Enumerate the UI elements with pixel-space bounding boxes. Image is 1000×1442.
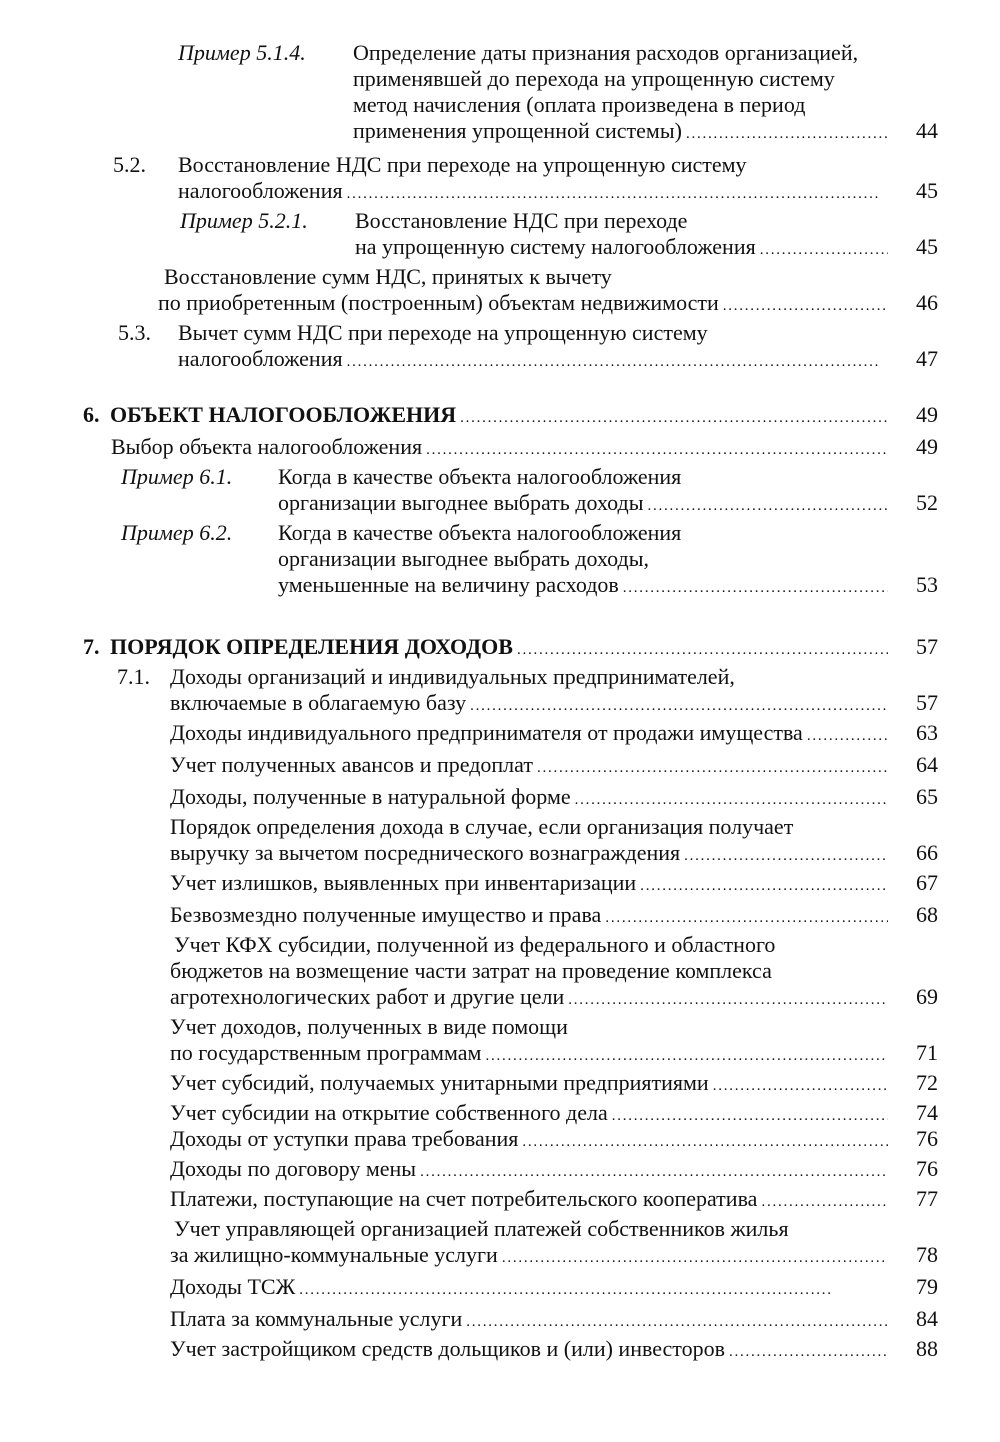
- entry-text: Учет застройщиком средств дольщиков и (или) инвесторов: [170, 1336, 726, 1361]
- toc-entry-object-choice: [111, 434, 938, 460]
- toc-entry-7-1: [117, 664, 938, 716]
- entry-text: Учет полученных авансов и предоплат: [170, 752, 533, 777]
- toc-entry-barter: [170, 1156, 938, 1182]
- dot-leader: [612, 1100, 888, 1129]
- dot-leader: [420, 1156, 888, 1185]
- entry-text: Выбор объекта налогообложения: [111, 434, 423, 459]
- toc-entry-kfh-subsidy: [170, 932, 938, 1010]
- page-number: 79: [916, 1274, 938, 1299]
- entry-text: Когда в качестве объекта налогообложения: [278, 464, 682, 489]
- page-number: 47: [916, 346, 938, 371]
- chapter-number: 7.: [83, 634, 100, 659]
- toc-entry-cooperative-payments: [170, 1186, 938, 1212]
- entry-text: Восстановление сумм НДС, принятых к вычету: [164, 264, 612, 289]
- entry-text: Доходы ТСЖ: [170, 1274, 296, 1299]
- entry-text: Доходы по договору мены: [170, 1156, 417, 1181]
- page-number: 76: [916, 1156, 938, 1181]
- entry-text: Доходы индивидуального предпринимателя от продажи имущества: [170, 720, 803, 745]
- dot-leader: [347, 178, 888, 207]
- toc-entry-state-programs: [170, 1014, 938, 1066]
- entry-text: Платежи, поступающие на счет потребительского кооператива: [170, 1186, 758, 1211]
- entry-text: Вычет сумм НДС при переходе на упрощенную систему: [178, 320, 708, 345]
- dot-leader: [623, 572, 888, 601]
- toc-entry-gratuitous-property: [170, 902, 938, 928]
- entry-text: по государственным программам: [170, 1040, 482, 1065]
- page-number: 71: [916, 1040, 938, 1065]
- entry-text: бюджетов на возмещение части затрат на проведение комплекса: [170, 958, 772, 983]
- dot-leader: [760, 234, 888, 263]
- dot-leader: [537, 752, 888, 781]
- page-number: 63: [916, 720, 938, 745]
- toc-entry-ip-property-sale: [170, 720, 938, 746]
- toc-entry-unitary-subsidies: [170, 1070, 938, 1096]
- entry-text: Доходы от уступки права требования: [170, 1126, 519, 1151]
- entry-text: Порядок определения дохода в случае, если организация получает: [170, 814, 794, 839]
- entry-text: на упрощенную систему налогообложения: [355, 234, 756, 259]
- toc-chapter-7: [83, 634, 938, 660]
- dot-leader: [485, 1040, 888, 1069]
- entry-text: агротехнологических работ и другие цели: [170, 984, 565, 1009]
- entry-text: Учет управляющей организацией платежей собственников жилья: [174, 1216, 789, 1241]
- toc-chapter-6: [83, 402, 938, 428]
- toc-entry-developer-funds: [170, 1336, 938, 1362]
- entry-label: 5.3.: [118, 320, 151, 345]
- entry-text: Определение даты признания расходов организацией,: [353, 40, 859, 65]
- entry-text: за жилищно-коммунальные услуги: [170, 1242, 498, 1267]
- toc-entry-example-5-2-1: [180, 208, 938, 260]
- dot-leader: [502, 1242, 888, 1271]
- page-number: 65: [916, 784, 938, 809]
- dot-leader: [605, 902, 888, 931]
- chapter-number: 6.: [83, 402, 100, 427]
- entry-text: применявшей до перехода на упрощенную систему: [353, 66, 835, 91]
- toc-entry-in-kind-income: [170, 784, 938, 810]
- toc-entry-example-6-2: [121, 520, 938, 598]
- dot-leader: [517, 634, 888, 663]
- entry-text: метод начисления (оплата произведена в период: [353, 92, 806, 117]
- entry-text: Восстановление НДС при переходе на упрощенную систему: [178, 152, 747, 177]
- dot-leader: [761, 1186, 888, 1215]
- entry-label: 5.2.: [113, 152, 146, 177]
- toc-entry-claim-assignment: [170, 1126, 938, 1152]
- dot-leader: [713, 1070, 888, 1099]
- entry-text: выручку за вычетом посреднического вознаграждения: [170, 840, 681, 865]
- entry-text: уменьшенные на величину расходов: [278, 572, 619, 597]
- page-number: 74: [916, 1100, 938, 1125]
- page-number: 76: [916, 1126, 938, 1151]
- entry-label: Пример 5.1.4.: [178, 40, 306, 65]
- page-number: 57: [916, 634, 938, 659]
- dot-leader: [684, 840, 888, 869]
- dot-leader: [647, 490, 888, 519]
- page-number: 78: [916, 1242, 938, 1267]
- dot-leader: [460, 402, 888, 431]
- entry-label: 7.1.: [117, 664, 150, 689]
- page-number: 66: [916, 840, 938, 865]
- entry-text: по приобретенным (построенным) объектам недвижимости: [158, 290, 719, 315]
- entry-text: Восстановление НДС при переходе: [355, 208, 688, 233]
- entry-text: Учет КФХ субсидии, полученной из федерального и областного: [174, 932, 776, 957]
- page-number: 44: [916, 118, 938, 143]
- page-number: 69: [916, 984, 938, 1009]
- toc-entry-example-5-1-4: [178, 40, 938, 144]
- toc-entry-utilities: [170, 1306, 938, 1332]
- entry-text: налогообложения: [178, 178, 343, 203]
- entry-text: Когда в качестве объекта налогообложения: [278, 520, 682, 545]
- page-number: 84: [916, 1306, 938, 1331]
- entry-text: Учет субсидии на открытие собственного дела: [170, 1100, 608, 1125]
- entry-text: Безвозмездно полученные имущество и права: [170, 902, 602, 927]
- entry-label: Пример 6.1.: [121, 464, 233, 489]
- entry-text: организации выгоднее выбрать доходы,: [278, 546, 649, 571]
- entry-text: организации выгоднее выбрать доходы: [278, 490, 644, 515]
- dot-leader: [426, 434, 888, 463]
- entry-text: Учет излишков, выявленных при инвентаризации: [170, 870, 637, 895]
- dot-leader: [723, 290, 888, 319]
- page-number: 53: [916, 572, 938, 597]
- entry-text: налогообложения: [178, 346, 343, 371]
- toc-entry-advances: [170, 752, 938, 778]
- toc-entry-vat-real-estate: [158, 264, 938, 316]
- page-number: 45: [916, 178, 938, 203]
- page-number: 49: [916, 434, 938, 459]
- entry-text: Плата за коммунальные услуги: [170, 1306, 463, 1331]
- dot-leader: [299, 1274, 888, 1303]
- page-number: 45: [916, 234, 938, 259]
- dot-leader: [807, 720, 888, 749]
- entry-text: Учет доходов, полученных в виде помощи: [170, 1014, 568, 1039]
- page-number: 57: [916, 690, 938, 715]
- toc-entry-example-6-1: [121, 464, 938, 516]
- entry-text: включаемые в облагаемую базу: [170, 690, 467, 715]
- page-number: 88: [916, 1336, 938, 1361]
- page-number: 67: [916, 870, 938, 895]
- page-number: 49: [916, 402, 938, 427]
- dot-leader: [466, 1306, 888, 1335]
- dot-leader: [575, 784, 888, 813]
- entry-label: Пример 6.2.: [121, 520, 233, 545]
- dot-leader: [686, 118, 888, 147]
- entry-text: Доходы организаций и индивидуальных предпринимателей,: [170, 664, 735, 689]
- entry-label: Пример 5.2.1.: [180, 208, 308, 233]
- chapter-title: ПОРЯДОК ОПРЕДЕЛЕНИЯ ДОХОДОВ: [110, 634, 513, 659]
- page-number: 64: [916, 752, 938, 777]
- page-number: 46: [916, 290, 938, 315]
- page-number: 52: [916, 490, 938, 515]
- dot-leader: [347, 346, 888, 375]
- dot-leader: [729, 1336, 888, 1365]
- dot-leader: [568, 984, 888, 1013]
- entry-text: Доходы, полученные в натуральной форме: [170, 784, 571, 809]
- toc-entry-inventory-surplus: [170, 870, 938, 896]
- toc-entry-intermediary-fee: [170, 814, 938, 866]
- toc-entry-5-2: [113, 152, 938, 204]
- dot-leader: [470, 690, 888, 719]
- toc-entry-hoa-income: [170, 1274, 938, 1300]
- page-number: 72: [916, 1070, 938, 1095]
- page-number: 68: [916, 902, 938, 927]
- entry-text: Учет субсидий, получаемых унитарными предприятиями: [170, 1070, 709, 1095]
- toc-entry-own-business-subsidy: [170, 1100, 938, 1126]
- toc-entry-5-3: [118, 320, 938, 372]
- chapter-title: ОБЪЕКТ НАЛОГООБЛОЖЕНИЯ: [110, 402, 457, 427]
- page-number: 77: [916, 1186, 938, 1211]
- dot-leader: [640, 870, 888, 899]
- dot-leader: [522, 1126, 888, 1155]
- toc-entry-management-company: [170, 1216, 938, 1268]
- entry-text: применения упрощенной системы): [353, 118, 682, 143]
